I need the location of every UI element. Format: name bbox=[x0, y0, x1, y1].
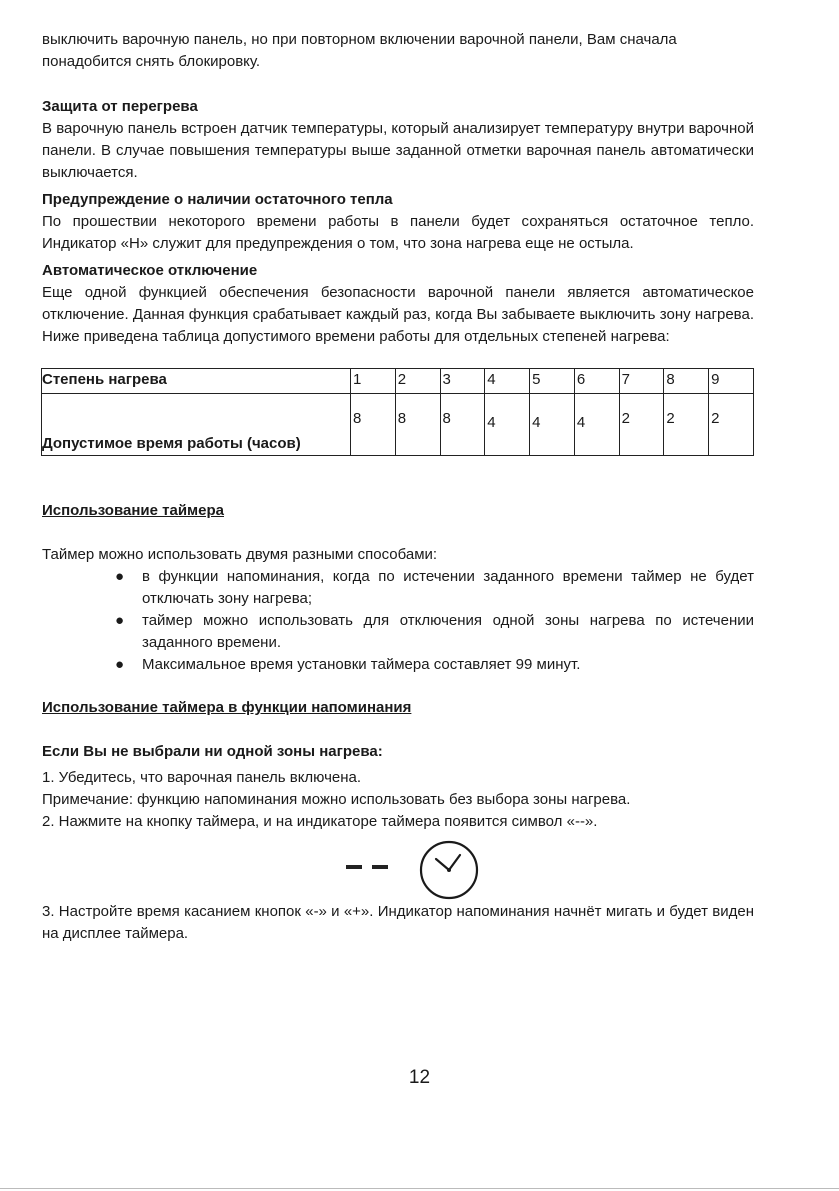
table-cell: 8 bbox=[351, 394, 396, 456]
table-cell: 7 bbox=[619, 369, 664, 394]
timer-display-illustration bbox=[42, 833, 754, 901]
auto-off-text: Еще одной функцией обеспечения безопасности варочной панели является автоматическое отключение. Данная функция срабатывает каждый раз, когда Вы забываете выключить зону нагрева. Ниже приведена таблица допустимого времени работы для отдельных степеней нагрева: bbox=[42, 284, 754, 345]
clock-icon bbox=[418, 839, 480, 901]
bullet-icon: ● bbox=[115, 612, 125, 629]
heat-level-table bbox=[41, 368, 754, 456]
list-item: ● таймер можно использовать для отключения одной зоны нагрева по истечении заданного времени. bbox=[115, 612, 754, 651]
reminder-subheading: Если Вы не выбрали ни одной зоны нагрева: bbox=[42, 743, 383, 760]
table-row bbox=[42, 394, 754, 456]
table-cell: 8 bbox=[440, 394, 485, 456]
table-cell-operating-time-label: Допустимое время работы (часов) bbox=[42, 394, 351, 456]
reminder-step-2: 2. Нажмите на кнопку таймера, и на индикаторе таймера появится символ «--». bbox=[42, 813, 598, 830]
page-content bbox=[42, 29, 754, 945]
table-cell: 6 bbox=[574, 369, 619, 394]
overheat-heading: Защита от перегрева bbox=[42, 98, 198, 115]
intro-line-2: понадобится снять блокировку. bbox=[42, 53, 261, 70]
table-cell: 8 bbox=[664, 369, 709, 394]
table-row bbox=[42, 369, 754, 394]
table-cell: 4 bbox=[574, 394, 619, 456]
overheat-text: В варочную панель встроен датчик температуры, который анализирует температуру внутри варочной панели. В случае повышения температуры выше заданной отметки варочная панель автоматически выключается. bbox=[42, 120, 754, 181]
reminder-step-1: 1. Убедитесь, что варочная панель включена. bbox=[42, 769, 362, 786]
bullet-icon: ● bbox=[115, 656, 125, 673]
table-cell: 4 bbox=[530, 394, 575, 456]
table-cell: 8 bbox=[395, 394, 440, 456]
auto-off-heading: Автоматическое отключение bbox=[42, 262, 258, 279]
table-cell: 5 bbox=[530, 369, 575, 394]
table-cell: 3 bbox=[440, 369, 485, 394]
reminder-heading: Использование таймера в функции напоминания bbox=[42, 699, 412, 716]
page-number: 12 bbox=[408, 1067, 431, 1088]
list-item: ● в функции напоминания, когда по истечении заданного времени таймер не будет отключать зону нагрева; bbox=[115, 568, 754, 607]
table-cell-heat-level-label: Степень нагрева bbox=[42, 369, 351, 394]
reminder-note: Примечание: функцию напоминания можно использовать без выбора зоны нагрева. bbox=[42, 791, 631, 808]
table-cell: 2 bbox=[395, 369, 440, 394]
timer-intro: Таймер можно использовать двумя разными способами: bbox=[42, 546, 438, 563]
timer-heading: Использование таймера bbox=[42, 502, 224, 519]
intro-line-1: выключить варочную панель, но при повторном включении варочной панели, Вам сначала bbox=[42, 31, 677, 48]
residual-heat-text: По прошествии некоторого времени работы в панели будет сохраняться остаточное тепло. Индикатор «H» служит для предупреждения о том, что зона нагрева еще не остыла. bbox=[42, 213, 754, 252]
bullet-icon: ● bbox=[115, 568, 125, 585]
table-cell: 2 bbox=[709, 394, 754, 456]
page-bottom-divider bbox=[0, 1188, 839, 1189]
table-cell: 9 bbox=[709, 369, 754, 394]
timer-bullet-list bbox=[42, 566, 754, 676]
table-cell: 4 bbox=[485, 394, 530, 456]
table-cell: 4 bbox=[485, 369, 530, 394]
table-cell: 2 bbox=[619, 394, 664, 456]
list-item: ● Максимальное время установки таймера составляет 99 минут. bbox=[142, 654, 754, 676]
residual-heat-heading: Предупреждение о наличии остаточного тепла bbox=[42, 191, 393, 208]
reminder-step-3: 3. Настройте время касанием кнопок «-» и «+». Индикатор напоминания начнёт мигать и будет виден на дисплее таймера. bbox=[42, 903, 754, 942]
table-cell: 1 bbox=[351, 369, 396, 394]
table-cell: 2 bbox=[664, 394, 709, 456]
